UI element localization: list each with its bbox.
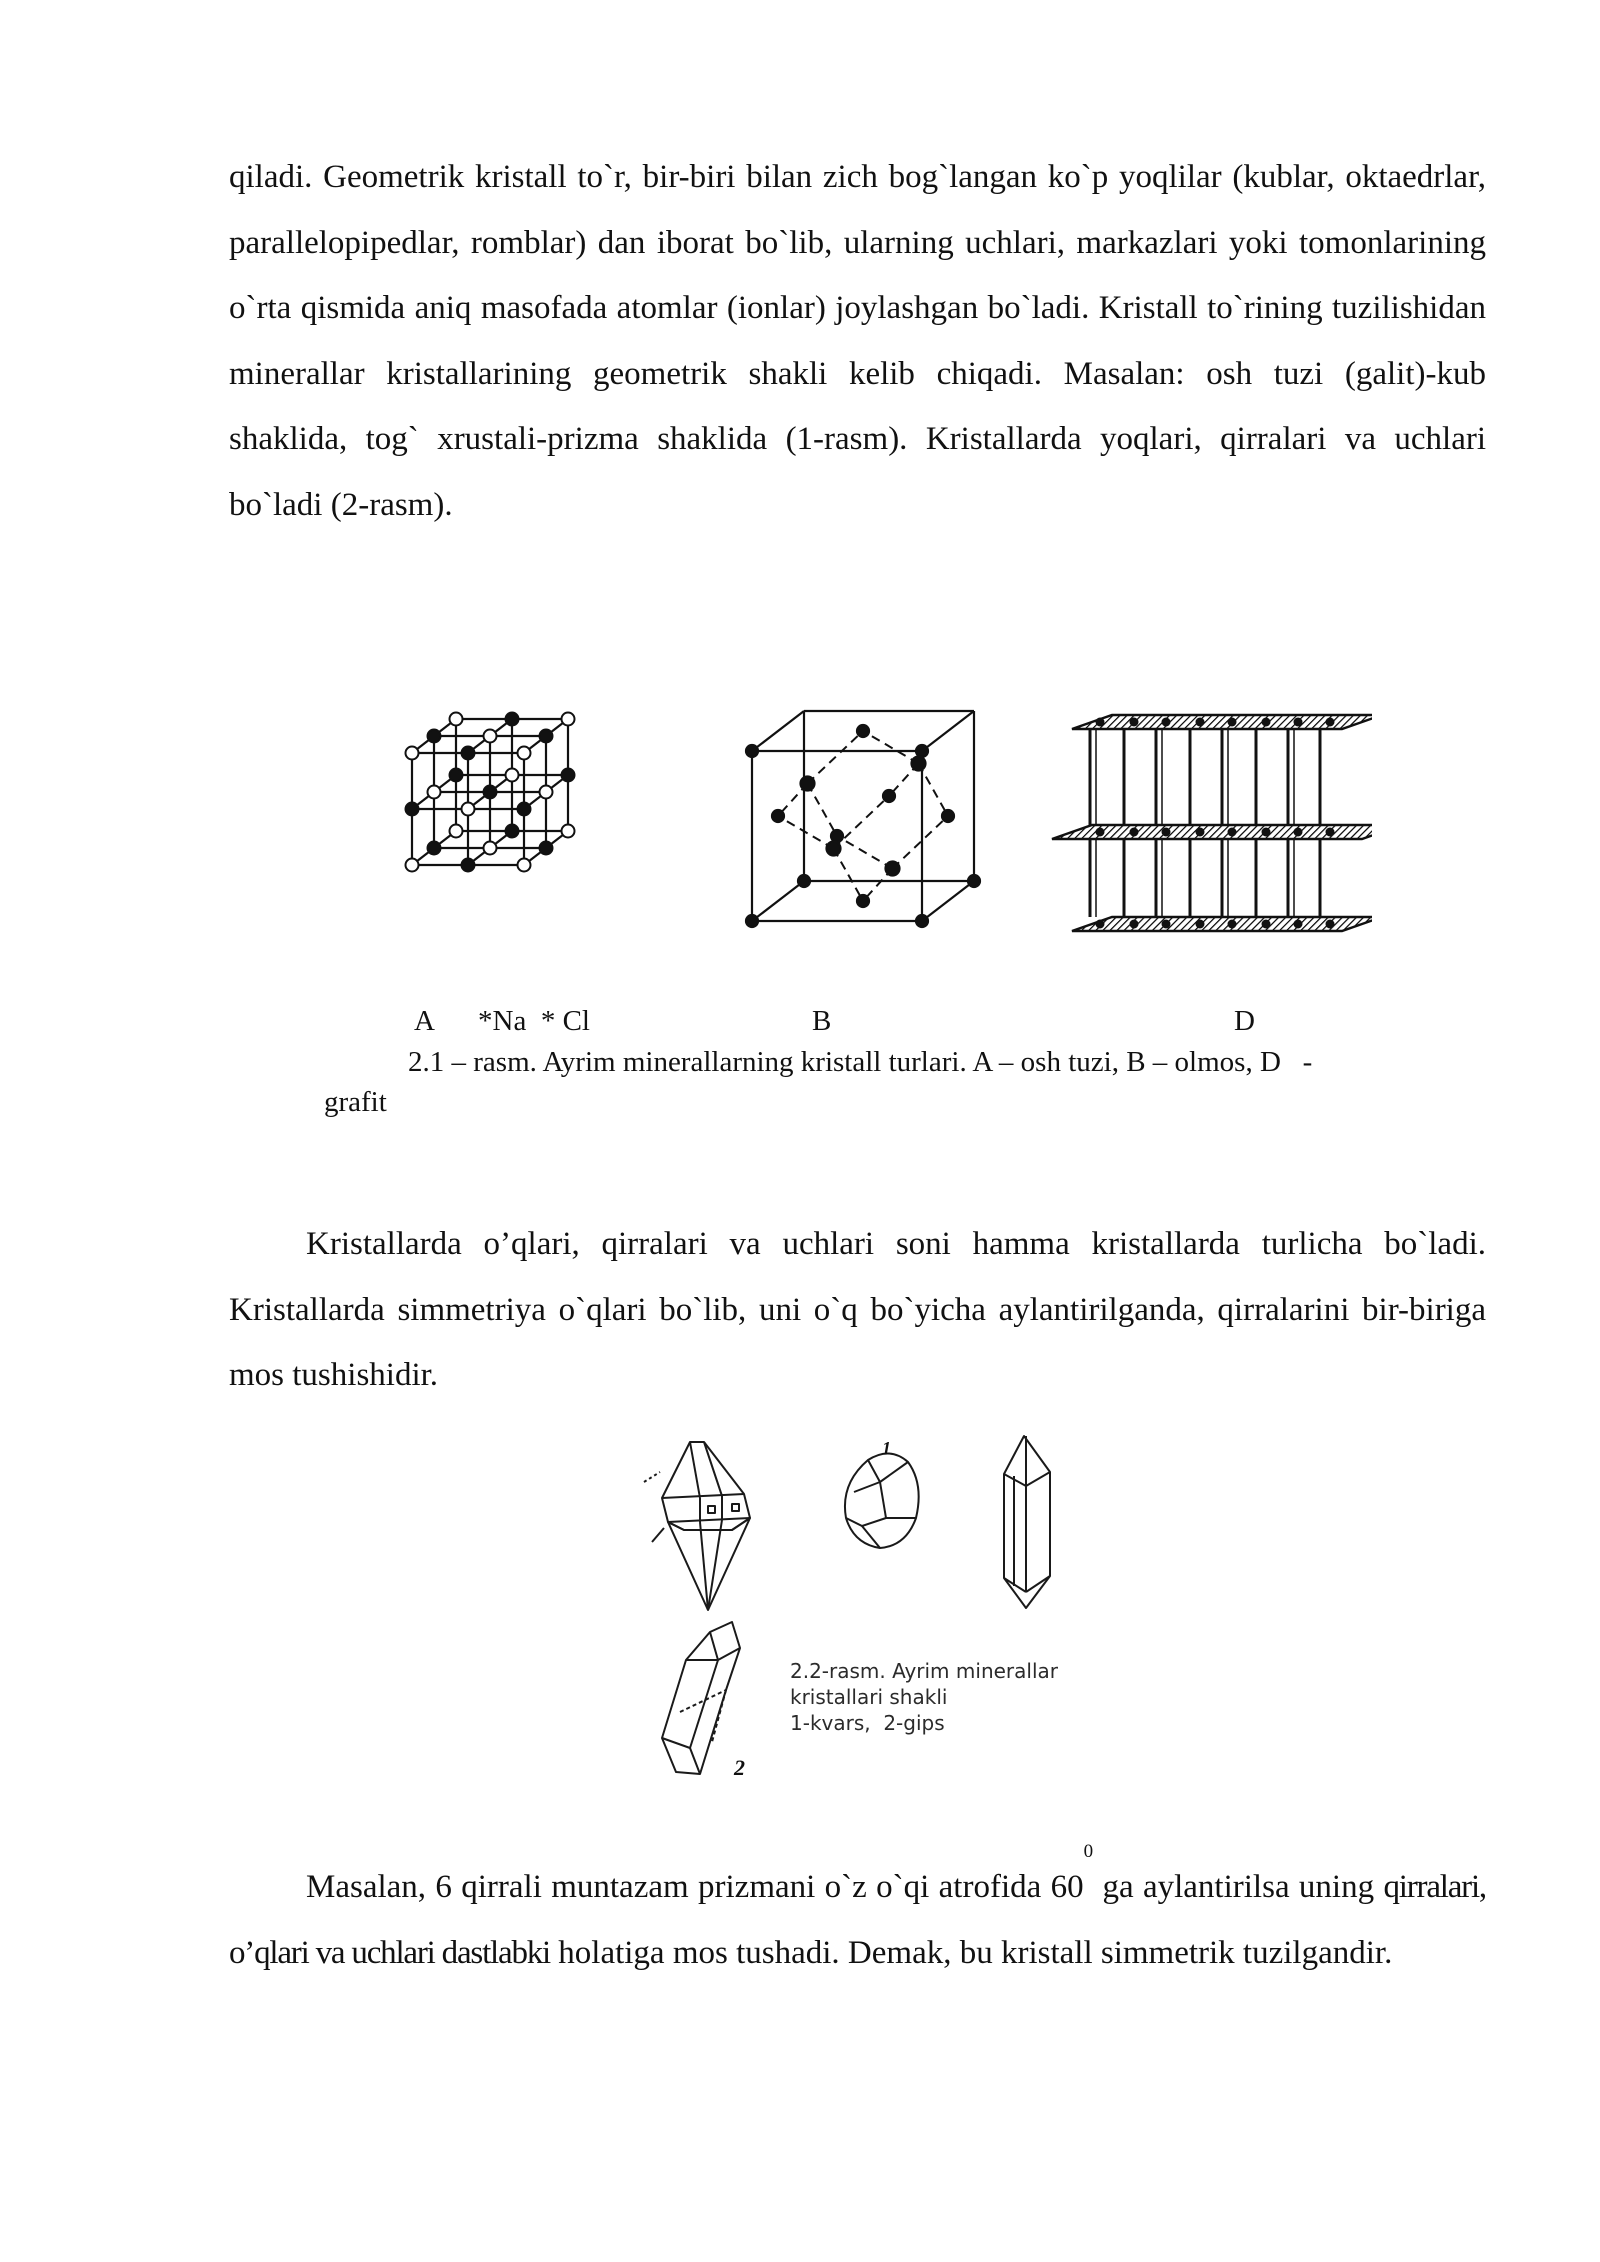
figure1-label-b: B	[812, 1005, 832, 1037]
figure-crystal-lattices	[392, 693, 1372, 933]
paragraph-crystal-lattice: qiladi. Geometrik kristall to`r, bir-biri bilan zich bog`langan ko`p yoqlilar (kublar, oktaedrlar, parallelopipedlar, romblar) dan iborat bo`lib, ularning uchlari, markazlari yoki tomonlarining o`rta qismida aniq masofada atomlar (ionlar) joylashgan bo`ladi. Kristall to`rining tuzilishidan minerallar kristallarining geometrik shakli kelib chiqadi. Masalan: osh tuzi (galit)-kub shaklida, tog` xrustali-prizma shaklida (1-rasm). Kristallarda yoqlari, qirralari va uchlari bo`ladi (2-rasm).	[229, 159, 1486, 523]
gypsum-crystal-drawing	[662, 1622, 740, 1774]
quartz-prism-drawing	[1004, 1436, 1050, 1608]
diamond-lattice-drawing	[746, 711, 980, 927]
figure-crystal-shapes	[640, 1422, 1110, 1792]
prism-rotation-text-start: Masalan, 6 qirrali muntazam prizmani o`z o`qi atrofida 60	[306, 1869, 1084, 1905]
prism-rotation-text-condensed: qirralari, o’qlari va uchlari dastlabki	[229, 1869, 1486, 1971]
paragraph-symmetry-axes: Kristallarda o’qlari, qirralari va uchlari soni hamma kristallarda turlicha bo`ladi. Kristallarda simmetriya o`qlari bo`lib, uni o`q bo`yicha aylantirilganda, qirralarini bir-biriga mos tushishidir.	[229, 1226, 1486, 1393]
graphite-lattice-drawing	[1052, 715, 1372, 931]
prism-rotation-text-end: holatiga mos tushadi. Demak, bu kristall simmetrik tuzilgandir.	[550, 1934, 1393, 1971]
figure2-caption-line3: 1-kvars, 2-gips	[790, 1711, 945, 1735]
figure2-caption-line1: 2.2-rasm. Ayrim minerallar	[790, 1659, 1058, 1683]
figure1-label-d: D	[1234, 1005, 1255, 1037]
figure2-label-2: 2	[734, 1755, 745, 1780]
prism-rotation-text-mid: ga aylantirilsa uning	[1093, 1869, 1375, 1905]
figure2-caption-line2: kristallari shakli	[790, 1685, 948, 1709]
paragraph-prism-rotation	[229, 1841, 1486, 1986]
degree-superscript: 0	[1083, 1841, 1094, 1862]
quartz-rounded-drawing	[845, 1453, 919, 1548]
figure1-label-na-cl: *Na * Cl	[478, 1005, 590, 1037]
nacl-lattice-drawing	[406, 713, 575, 872]
quartz-bipyramid-drawing	[644, 1442, 750, 1610]
figure1-label-a: A	[414, 1005, 435, 1037]
figure1-caption-line1: 2.1 – rasm. Ayrim minerallarning kristall turlari. A – osh tuzi, B – olmos, D -	[408, 1046, 1313, 1078]
figure1-caption-line2: grafit	[324, 1086, 387, 1118]
figure2-label-1: 1	[882, 1438, 891, 1458]
